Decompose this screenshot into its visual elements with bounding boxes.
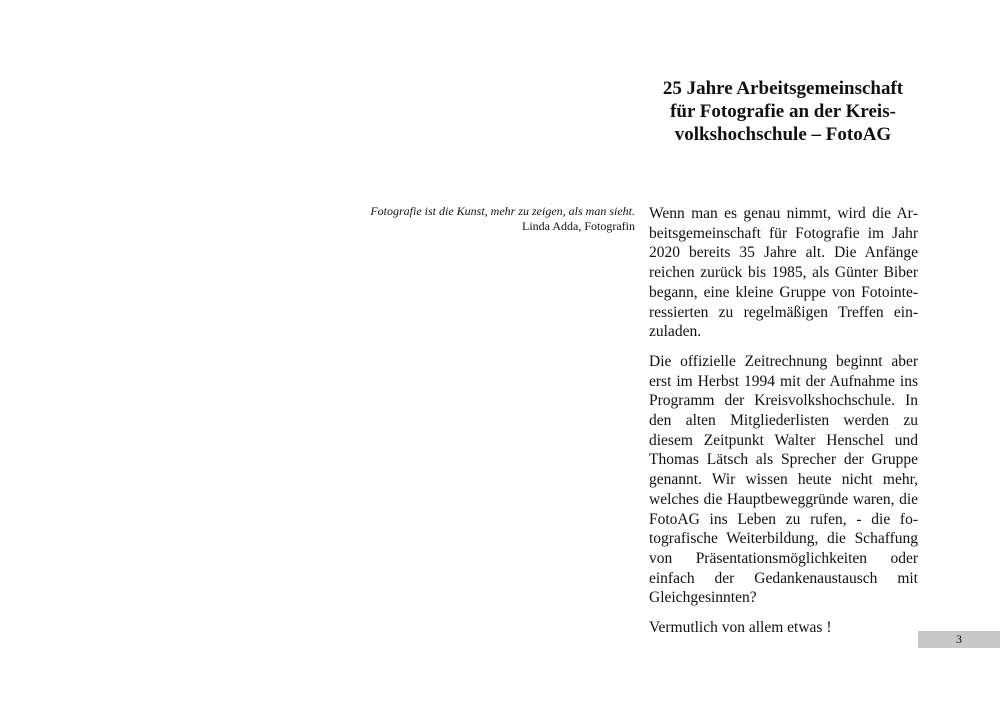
- paragraph: Vermutlich von allem etwas !: [649, 619, 832, 637]
- article-body: [649, 204, 918, 648]
- paragraph: Die offizielle Zeitrechnung beginnt aber erst im Herbst 1994 mit der Aufnahme ins Programm der Kreisvolkshochschule. In den alten Mitgliederlisten werden zu diesem Zeitpunkt Walter Henschel und Thomas Lätsch als Sprecher der Gruppe genannt. Wir wissen heute nicht mehr, welches die Hauptbeweggründe waren, die FotoAG ins Leben zu rufen, - die fotografische Weiterbildung, die Schaffung von Präsentationsmöglichkeiten oder einfach der Gedankenaustausch mit Gleichgesinnten?: [649, 352, 918, 607]
- quote-text: Fotografie ist die Kunst, mehr zu zeigen, als man sieht.: [370, 204, 635, 218]
- title-line: volkshochschule – FotoAG: [674, 124, 892, 145]
- page-title: [648, 77, 918, 146]
- paragraph: Wenn man es genau nimmt, wird die Arbeitsgemeinschaft für Fotografie im Jahr 2020 bereits 35 Jahre alt. Die Anfänge reichen zurück bis 1985, als Günter Biber begann, eine kleine Gruppe von Fotointeressierten zu regelmäßigen Treffen einzuladen.: [649, 205, 918, 341]
- title-line: für Fotografie an der Kreis-: [670, 101, 896, 122]
- quote-author: Linda Adda, Fotografin: [522, 219, 635, 233]
- title-line: 25 Jahre Arbeitsgemeinschaft: [662, 78, 904, 99]
- page-number: 3: [956, 632, 962, 646]
- epigraph: [300, 204, 635, 234]
